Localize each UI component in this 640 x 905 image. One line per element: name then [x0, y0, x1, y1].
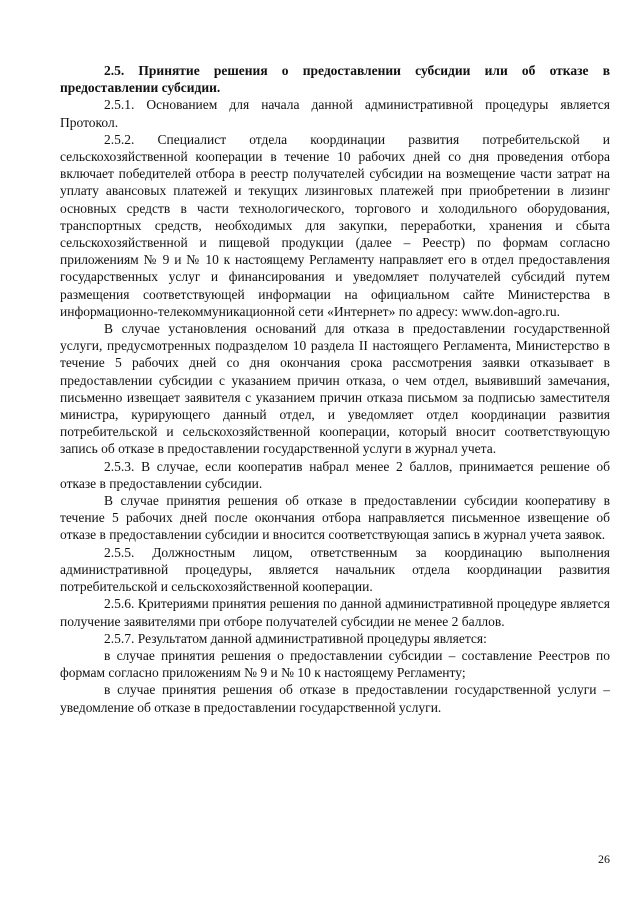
- paragraph-2-5-5: 2.5.5. Должностным лицом, ответственным за координацию выполнения административной процедуры, является начальник отдела координации развития потребительской и сельскохозяйственной кооперации.: [60, 544, 610, 595]
- paragraph-2-5-2: 2.5.2. Специалист отдела координации развития потребительской и сельскохозяйственной кооперации в течение 10 рабочих дней со дня проведения отбора включает победителей отбора в реестр получателей субсидии на возмещение части затрат на уплату авансовых платежей и текущих лизинговых платежей при приобретении в лизинг основных средств в части технологического, торгового и холодильного оборудования, транспортных средств, необходимых для закупки, переработки, хранения и сбыта сельскохозяйственной и пищевой продукции (далее – Реестр) по формам согласно приложениям № 9 и № 10 к настоящему Регламенту направляет его в отдел предоставления государственных услуг и финансирования и уведомляет получателей субсидий путем размещения соответствующей информации на официальном сайте Министерства в информационно-телекоммуникационной сети «Интернет» по адресу: www.don-agro.ru.: [60, 131, 610, 319]
- paragraph-refusal-grounds: В случае установления оснований для отказа в предоставлении государственной услуги, предусмотренных подразделом 10 раздела II настоящего Регламента, Министерство в течение 5 рабочих дней со дня окончания срока рассмотрения заявки отказывает в предоставлении субсидии с указанием причин отказа, о чем отдел, выявивший замечания, письменно извещает заявителя с указанием причин отказа письмом за подписью заместителя министра, курирующего данный отдел, и уведомляет отдел координации развития потребительской и сельскохозяйственной кооперации, который вносит соответствующую запись об отказе в предоставлении государственной услуги в журнал учета.: [60, 321, 610, 457]
- paragraph-2-5-6: 2.5.6. Критериями принятия решения по данной административной процедуре является получение заявителями при отборе получателей субсидии не менее 2 баллов.: [60, 596, 610, 629]
- section-heading: 2.5. Принятие решения о предоставлении субсидии или об отказе в предоставлении субсидии.: [60, 63, 610, 96]
- paragraph-refusal-notice: В случае принятия решения об отказе в предоставлении субсидии кооперативу в течение 5 рабочих дней после окончания отбора направляется письменное извещение об отказе в предоставлении субсидии и вносится соответствующая запись в журнал учета заявок.: [60, 493, 610, 543]
- paragraph-2-5-1: 2.5.1. Основанием для начала данной административной процедуры является Протокол.: [60, 97, 610, 130]
- paragraph-2-5-7: 2.5.7. Результатом данной административной процедуры является:: [104, 630, 487, 646]
- paragraph-2-5-3: 2.5.3. В случае, если кооператив набрал менее 2 баллов, принимается решение об отказе в предоставлении субсидии.: [60, 458, 610, 491]
- document-body: [60, 62, 610, 716]
- paragraph-result-refusal: в случае принятия решения об отказе в предоставлении государственной услуги – уведомление об отказе в предоставлении государственной услуги.: [60, 682, 610, 715]
- paragraph-result-grant: в случае принятия решения о предоставлении субсидии – составление Реестров по формам согласно приложениям № 9 и № 10 к настоящему Регламенту;: [60, 647, 610, 681]
- page-number: 26: [598, 852, 610, 866]
